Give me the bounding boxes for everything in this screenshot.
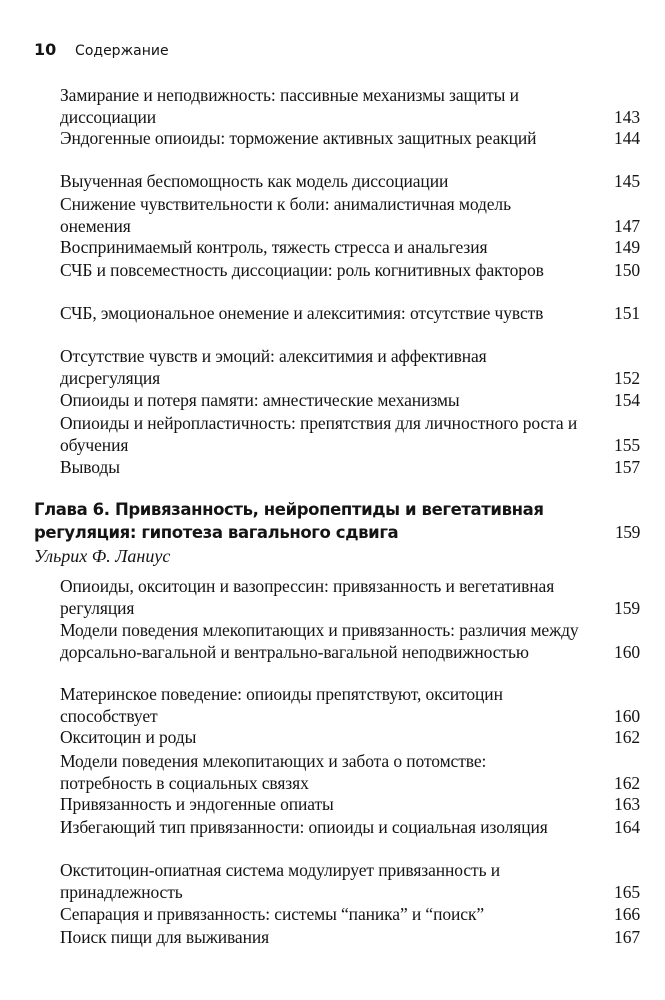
toc-entry-page: 151 <box>614 303 640 323</box>
toc-entry-title: Окситоцин и роды <box>60 727 197 747</box>
toc-entry <box>60 860 640 903</box>
toc-entry <box>60 794 640 816</box>
toc-entry <box>60 684 640 727</box>
toc-entry-page: 160 <box>614 641 640 662</box>
toc-entry-title: Материнское поведение: опиоиды препятствуют, окситоцин способствует <box>60 684 503 726</box>
chapter-title: Глава 6. Привязанность, нейропептиды и вегетативная регуляция: гипотеза вагального сдвига <box>34 500 544 542</box>
toc-entry-page: 152 <box>614 367 640 388</box>
toc-entry-title: Опиоиды и нейропластичность: препятствия для личностного роста и обучения <box>60 413 578 455</box>
toc-entry-title: Поиск пищи для выживания <box>60 927 270 947</box>
page-number: 10 <box>34 40 57 59</box>
toc-entry-title: Отсутствие чувств и эмоций: алекситимия и аффективная дисрегуляция <box>60 346 487 388</box>
toc-entry-title: Воспринимаемый контроль, тяжесть стресса и анальгезия <box>60 237 488 257</box>
toc-entry-page: 150 <box>614 260 640 280</box>
toc-entry-page: 162 <box>614 727 640 747</box>
toc-entry <box>60 457 640 479</box>
toc-entry-title: Модели поведения млекопитающих и привязанность: различия между дорсально-вагальной и вентрально-вагальной неподвижностью <box>60 620 579 662</box>
toc-entry <box>60 727 640 749</box>
toc-entry-title: СЧБ и повсеместность диссоциации: роль когнитивных факторов <box>60 260 544 280</box>
toc-entry <box>60 413 640 456</box>
toc-entry-page: 164 <box>614 817 640 837</box>
chapter-heading <box>34 498 640 544</box>
toc-entry-title: Опиоиды и потеря памяти: амнестические механизмы <box>60 390 460 410</box>
toc-entry <box>60 620 640 663</box>
toc-entry <box>60 817 640 839</box>
toc-entry-page: 165 <box>614 881 640 902</box>
toc-entry-page: 166 <box>614 904 640 924</box>
toc-entry-title: СЧБ, эмоциональное онемение и алекситимия: отсутствие чувств <box>60 303 544 323</box>
toc-entry-page: 157 <box>614 457 640 477</box>
toc-entry <box>60 260 640 282</box>
toc-entry-page: 167 <box>614 927 640 947</box>
toc-entry-page: 154 <box>614 390 640 410</box>
running-title: Содержание <box>75 43 169 59</box>
toc-entry <box>60 237 640 259</box>
toc-entry-page: 160 <box>614 705 640 726</box>
toc-entry <box>60 927 640 949</box>
toc-entry <box>60 576 640 619</box>
toc-entry <box>60 128 640 150</box>
toc-entry-title: Опиоиды, окситоцин и вазопрессин: привязанность и вегетативная регуляция <box>60 576 555 618</box>
toc-entry-title: Выученная беспомощность как модель диссоциации <box>60 171 449 191</box>
chapter-page: 159 <box>614 522 640 542</box>
toc-entry-page: 144 <box>614 128 640 148</box>
toc-entry <box>60 85 640 128</box>
toc-entry <box>60 171 640 193</box>
toc-entry <box>60 303 640 325</box>
toc-entry <box>60 194 640 237</box>
chapter-author: Ульрих Ф. Ланиус <box>34 546 171 566</box>
toc-entry <box>60 346 640 389</box>
toc-entry-title: Окститоцин-опиатная система модулирует привязанность и принадлежность <box>60 860 501 902</box>
toc-entry-title: Снижение чувствительности к боли: анималистичная модель онемения <box>60 194 511 236</box>
toc-entry-title: Модели поведения млекопитающих и забота о потомстве: потребность в социальных связях <box>60 751 487 793</box>
toc-entry-page: 145 <box>614 171 640 191</box>
toc-entry-page: 163 <box>614 794 640 814</box>
toc-entry <box>60 751 640 794</box>
toc-entry-page: 159 <box>614 597 640 618</box>
toc-entry-title: Привязанность и эндогенные опиаты <box>60 794 334 814</box>
toc-entry-title: Сепарация и привязанность: системы “паника” и “поиск” <box>60 904 485 924</box>
toc-entry-page: 155 <box>614 434 640 455</box>
toc-entry-page: 149 <box>614 237 640 257</box>
toc-entry-page: 147 <box>614 215 640 236</box>
toc-entry-title: Замирание и неподвижность: пассивные механизмы защиты и диссоциации <box>60 85 519 127</box>
toc-entry-title: Выводы <box>60 457 120 477</box>
toc-entry-page: 162 <box>614 772 640 793</box>
toc-entry-title: Эндогенные опиоиды: торможение активных защитных реакций <box>60 128 537 148</box>
toc-entry <box>60 390 640 412</box>
toc-entry-title: Избегающий тип привязанности: опиоиды и социальная изоляция <box>60 817 548 837</box>
toc-entry <box>60 904 640 926</box>
toc-entry-page: 143 <box>614 106 640 127</box>
running-header <box>34 41 169 60</box>
